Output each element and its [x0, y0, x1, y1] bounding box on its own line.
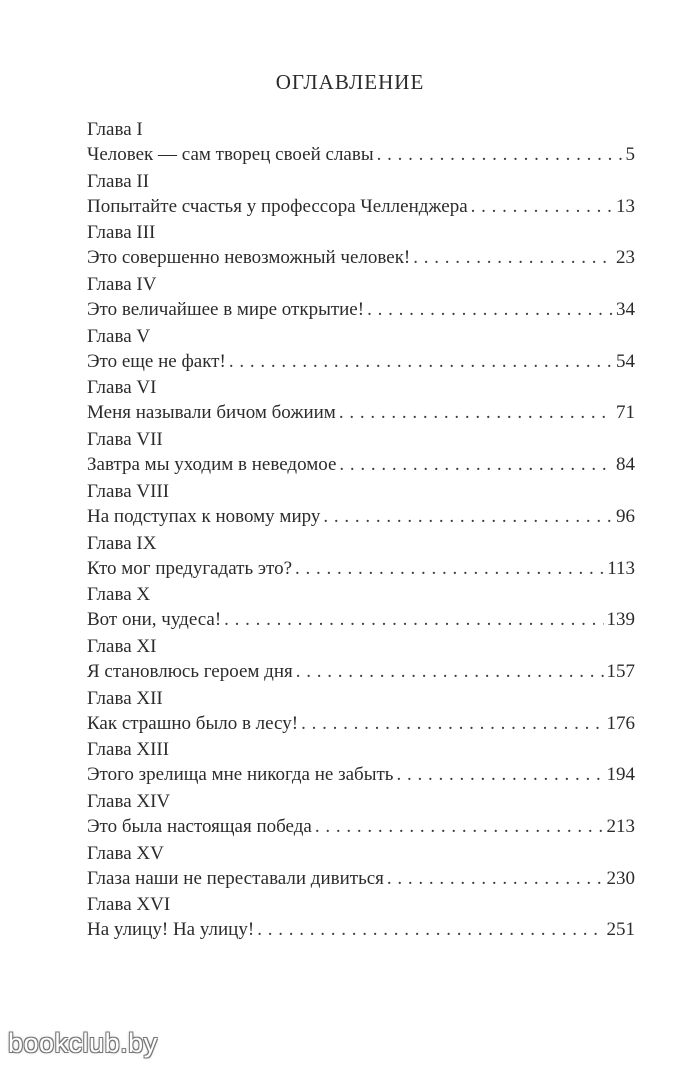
chapter-number: Глава XI — [87, 635, 157, 657]
dot-leader — [323, 504, 613, 530]
page-number: 84 — [616, 454, 635, 476]
dot-leader — [224, 607, 603, 633]
dot-leader — [257, 917, 603, 943]
page-number: 157 — [606, 660, 635, 682]
chapter-number: Глава IX — [87, 532, 157, 554]
chapter-number: Глава VI — [87, 377, 157, 399]
chapter-title: Это совершенно невозможный человек! — [87, 247, 411, 269]
chapter-line — [87, 400, 635, 426]
page-number: 194 — [606, 764, 635, 786]
chapter-title: На улицу! На улицу! — [87, 919, 255, 941]
page-number: 213 — [606, 815, 635, 837]
page-number: 34 — [616, 299, 635, 321]
chapter-title: Попытайте счастья у профессора Челленджера — [87, 195, 468, 217]
chapter-title: Меня называли бичом божиим — [87, 402, 336, 424]
chapter-title: Это еще не факт! — [87, 350, 226, 372]
dot-leader — [301, 711, 603, 737]
chapter-line — [87, 917, 635, 943]
chapter-line — [87, 607, 635, 633]
toc-entry — [87, 738, 635, 790]
toc-entry — [87, 893, 635, 945]
toc-entry — [87, 687, 635, 739]
dot-leader — [413, 245, 613, 271]
chapter-line — [87, 762, 635, 788]
toc-entry — [87, 428, 635, 480]
chapter-line — [87, 556, 635, 582]
chapter-number: Глава III — [87, 222, 156, 244]
chapter-title: Я становлюсь героем дня — [87, 660, 293, 682]
toc-entry — [87, 325, 635, 377]
page-number: 139 — [606, 609, 635, 631]
dot-leader — [367, 297, 613, 323]
chapter-number: Глава V — [87, 325, 151, 347]
chapter-title: Кто мог предугадать это? — [87, 557, 293, 579]
page-number: 5 — [625, 144, 635, 165]
chapter-number: Глава IV — [87, 274, 157, 296]
chapter-number: Глава XIII — [87, 739, 170, 761]
dot-leader — [315, 814, 604, 840]
page-number: 54 — [616, 350, 635, 372]
chapter-title: Вот они, чудеса! — [87, 609, 222, 631]
chapter-title: Глаза наши не переставали дивиться — [87, 867, 384, 889]
dot-leader — [295, 556, 604, 582]
chapter-line — [87, 866, 635, 892]
chapter-line — [87, 297, 635, 323]
watermark: bookclub.by — [8, 1028, 158, 1058]
chapter-title: Это величайшее в мире открытие! — [87, 299, 365, 321]
toc-entry — [87, 842, 635, 894]
toc-entry — [87, 376, 635, 428]
chapter-number: Глава VIII — [87, 480, 170, 502]
toc-entry — [87, 273, 635, 325]
page-number: 23 — [616, 247, 635, 269]
page-number: 13 — [616, 195, 635, 217]
dot-leader — [296, 659, 604, 685]
dot-leader — [339, 452, 613, 478]
chapter-title: Этого зрелища мне никогда не забыть — [87, 764, 394, 786]
chapter-number: Глава X — [87, 584, 151, 606]
chapter-line — [87, 142, 635, 168]
dot-leader — [471, 194, 613, 220]
chapter-line — [87, 659, 635, 685]
chapter-title: Завтра мы уходим в неведомое — [87, 454, 337, 476]
toc-entry — [87, 532, 635, 584]
chapter-number: Глава VII — [87, 429, 163, 451]
chapter-number: Глава II — [87, 170, 150, 192]
page-number: 96 — [616, 505, 635, 527]
chapter-title: Как страшно было в лесу! — [87, 712, 299, 734]
chapter-number: Глава XII — [87, 687, 163, 709]
dot-leader — [377, 142, 623, 168]
toc-entry — [87, 118, 635, 170]
chapter-line — [87, 245, 635, 271]
chapter-number: Глава XIV — [87, 790, 171, 812]
chapter-title: Человек — сам творец своей славы — [87, 144, 374, 165]
dot-leader — [387, 866, 604, 892]
toc-entry — [87, 170, 635, 222]
chapter-title: На подступах к новому миру — [87, 505, 321, 527]
page-title: ОГЛАВЛЕНИЕ — [275, 70, 425, 94]
chapter-line — [87, 711, 635, 737]
page-number: 230 — [606, 867, 635, 889]
dot-leader — [229, 349, 613, 375]
chapter-line — [87, 349, 635, 375]
chapter-line — [87, 452, 635, 478]
chapter-line — [87, 504, 635, 530]
dot-leader — [396, 762, 603, 788]
table-of-contents — [87, 118, 635, 945]
page-number: 113 — [607, 557, 635, 579]
toc-entry — [87, 221, 635, 273]
page-number: 71 — [616, 402, 635, 424]
page-number: 176 — [606, 712, 635, 734]
chapter-title: Это была настоящая победа — [87, 815, 312, 837]
toc-entry — [87, 790, 635, 842]
chapter-number: Глава XVI — [87, 894, 171, 916]
page-number: 251 — [606, 919, 635, 941]
chapter-line — [87, 814, 635, 840]
toc-entry — [87, 480, 635, 532]
chapter-number: Глава I — [87, 119, 143, 140]
chapter-line — [87, 194, 635, 220]
chapter-number: Глава XV — [87, 842, 164, 864]
toc-entry — [87, 583, 635, 635]
dot-leader — [339, 400, 613, 426]
toc-entry — [87, 635, 635, 687]
